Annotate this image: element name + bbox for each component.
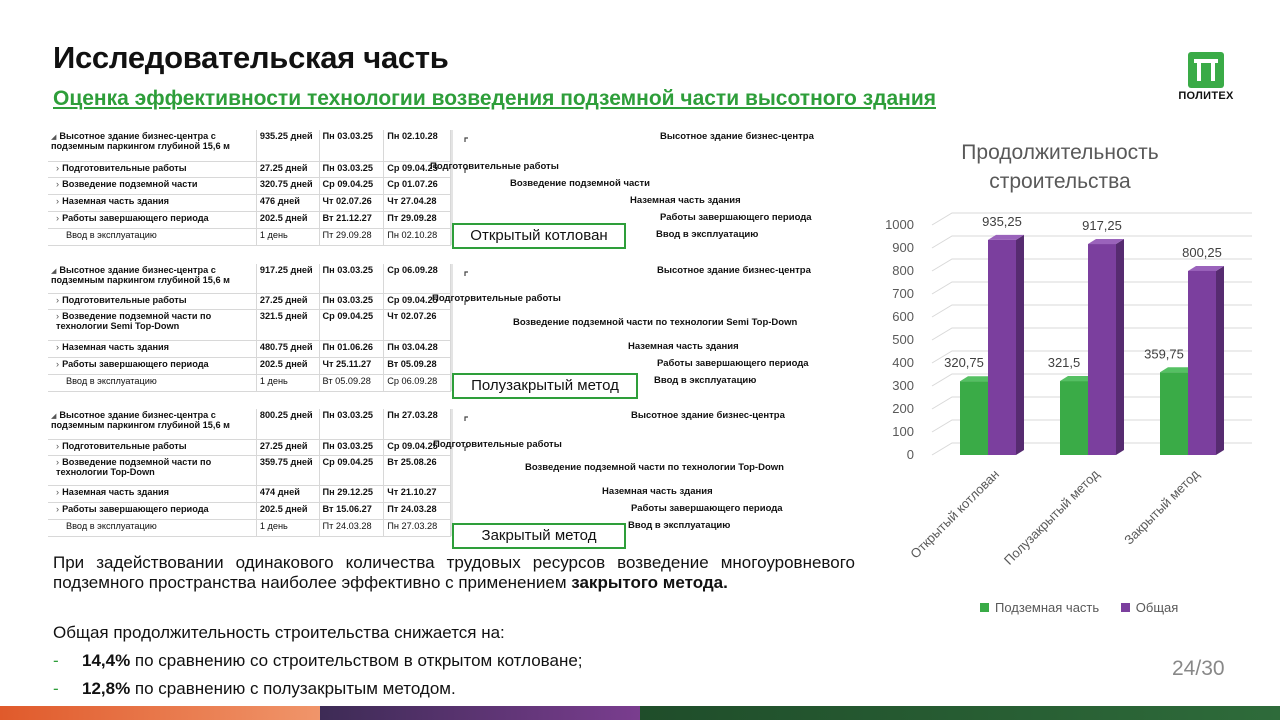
gantt-value: 474 дней: [259, 486, 300, 497]
gantt-timeline: [48, 264, 468, 395]
expand-icon[interactable]: ›: [56, 195, 60, 206]
bullet-item: [53, 651, 583, 671]
bullet-value: 12,8%: [82, 679, 131, 698]
gantt-bar-label: Возведение подземной части по технологии Top-Down: [525, 462, 784, 473]
gantt-value: Ввод в эксплуатацию: [66, 375, 157, 386]
gantt-bar-label: Работы завершающего периода: [660, 211, 812, 223]
y-tick-label: 600: [892, 309, 914, 324]
gantt-value: Пн 27.03.28: [387, 520, 438, 531]
gantt-value: Ср 09.04.25: [322, 310, 374, 321]
bullet-value: 14,4%: [82, 651, 131, 670]
logo-mark-icon: [1188, 52, 1224, 88]
gantt-bar-label: Наземная часть здания: [602, 485, 713, 497]
gantt-value: Возведение подземной части: [62, 178, 198, 189]
bar-total: [988, 240, 1016, 455]
gantt-bar-label: Высотное здание бизнес-центра: [657, 265, 811, 276]
gantt-value: Пн 02.10.28: [387, 131, 438, 141]
gantt-value: Пт 24.03.28: [322, 520, 372, 531]
expand-icon[interactable]: ›: [56, 456, 60, 467]
gantt-value: Пн 03.03.25: [322, 265, 373, 275]
gantt-value: Ср 09.04.25: [387, 162, 438, 173]
gantt-value: Подготовительные работы: [62, 162, 187, 173]
gantt-bar-label: Высотное здание бизнес-центра: [631, 410, 785, 421]
method-label-closed: Закрытый метод: [452, 523, 626, 549]
gantt-value: Работы завершающего периода: [62, 358, 209, 369]
slide-title: Исследовательская часть: [53, 40, 449, 75]
gantt-bar-label: Подготовительные работы: [430, 161, 559, 172]
bar-underground: [1160, 372, 1188, 455]
bar-underground: [960, 381, 988, 455]
gantt-bar-label: Ввод в эксплуатацию: [654, 374, 757, 386]
gantt-value: Пт 24.03.28: [387, 503, 437, 514]
gantt-value: 27.25 дней: [259, 162, 308, 173]
y-tick-label: 300: [892, 378, 914, 393]
bar-data-label: 320,75: [944, 355, 984, 371]
gantt-bar: [465, 417, 468, 421]
bar-data-label: 917,25: [1082, 218, 1122, 234]
gantt-value: Подготовительные работы: [62, 294, 187, 305]
gantt-value: Ср 06.09.28: [387, 375, 438, 386]
gantt-value: Ввод в эксплуатацию: [66, 520, 157, 531]
y-tick-label: 900: [892, 240, 914, 255]
legend-item-underground: [980, 600, 1099, 615]
gantt-bar-label: Ввод в эксплуатацию: [628, 519, 731, 531]
legend-swatch: [1121, 603, 1130, 612]
gantt-bar-label: Подготовительные работы: [433, 439, 562, 450]
gantt-timeline: [48, 409, 468, 540]
gantt-value: 27.25 дней: [259, 294, 308, 305]
y-tick-label: 700: [892, 286, 914, 301]
bar-total: [1088, 244, 1116, 455]
gantt-value: 202.5 дней: [259, 503, 308, 514]
gantt-timeline: [48, 130, 468, 249]
gantt-bar-label: Работы завершающего периода: [657, 357, 809, 369]
gantt-value: Пн 27.03.28: [387, 410, 438, 420]
gantt-value: Пн 03.03.25: [322, 440, 373, 451]
gantt-value: Наземная часть здания: [62, 486, 170, 497]
gantt-value: 359.75 дней: [259, 456, 313, 467]
bar-side: [1116, 239, 1124, 455]
gantt-value: Пт 29.09.28: [387, 212, 437, 223]
gantt-value: Ср 09.04.25: [322, 178, 374, 189]
expand-icon[interactable]: ›: [56, 503, 60, 514]
bar-data-label: 321,5: [1047, 355, 1081, 371]
method-label-semi-closed: Полузакрытый метод: [452, 373, 638, 399]
chart-legend: [980, 600, 1196, 615]
gantt-value: Вт 25.08.26: [387, 456, 437, 467]
gantt-value: Вт 21.12.27: [322, 212, 372, 223]
legend-item-total: [1121, 600, 1179, 615]
collapse-icon[interactable]: ◢: [51, 413, 57, 420]
expand-icon[interactable]: ›: [56, 162, 60, 173]
reduction-intro: Общая продолжительность строительства снижается на:: [53, 623, 505, 642]
logo-text: ПОЛИТЕХ: [1178, 90, 1234, 102]
gantt-value: 1 день: [259, 229, 288, 240]
expand-icon[interactable]: ›: [56, 310, 60, 321]
duration-chart: [870, 130, 1270, 630]
gantt-bar-label: Высотное здание бизнес-центра: [660, 131, 814, 142]
y-tick-label: 500: [892, 332, 914, 347]
expand-icon[interactable]: ›: [56, 358, 60, 369]
expand-icon[interactable]: ›: [56, 341, 60, 352]
gantt-value: 202.5 дней: [259, 212, 308, 223]
bar-side: [1216, 266, 1224, 455]
bottom-bar-orange: [0, 706, 320, 720]
gantt-bar-label: Подготовительные работы: [432, 293, 561, 304]
gantt-value: Пн 03.03.25: [322, 162, 373, 173]
conclusion-text: При задействовании одинакового количества трудовых ресурсов возведение многоуровневого подземного пространства наиболее эффективно с применением: [53, 553, 855, 592]
gantt-value: Возведение подземной части по технологии Top-Down: [56, 456, 212, 477]
gantt-value: Возведение подземной части по технологии Semi Top-Down: [56, 310, 212, 331]
gantt-value: Наземная часть здания: [62, 341, 170, 352]
expand-icon[interactable]: ›: [56, 178, 60, 189]
gantt-value: Пн 29.12.25: [322, 486, 373, 497]
x-category-label: Закрытый метод: [1121, 466, 1203, 548]
bullet-text: по сравнению с полузакрытым методом.: [130, 679, 456, 698]
bar-data-label: 935,25: [982, 213, 1022, 229]
gantt-value: 480.75 дней: [259, 341, 313, 352]
legend-label: Подземная часть: [995, 600, 1100, 615]
legend-label: Общая: [1135, 600, 1179, 615]
gantt-value: Вт 15.06.27: [322, 503, 372, 514]
y-tick-label: 200: [892, 401, 914, 416]
gantt-value: Чт 21.10.27: [387, 486, 437, 497]
gantt-value: Пт 29.09.28: [322, 229, 372, 240]
gantt-value: 321.5 дней: [259, 310, 308, 321]
bottom-bar-purple: [320, 706, 640, 720]
bar-side: [1016, 235, 1024, 455]
x-category-label: Открытый котлован: [907, 466, 1003, 562]
gantt-value: Вт 05.09.28: [322, 375, 371, 386]
y-tick-label: 400: [892, 355, 914, 370]
gantt-value: Подготовительные работы: [62, 440, 187, 451]
y-tick-label: 100: [892, 424, 914, 439]
gantt-value: 27.25 дней: [259, 440, 308, 451]
expand-icon[interactable]: ›: [56, 440, 60, 451]
bar-total: [1188, 271, 1216, 455]
gantt-value: 935.25 дней: [259, 131, 313, 141]
gantt-value: 320.75 дней: [259, 178, 313, 189]
gantt-value: Пн 03.04.28: [387, 341, 438, 352]
gantt-value: Высотное здание бизнес-центра с подземным паркингом глубиной 15,6 м: [51, 131, 230, 151]
chart-plot: [870, 130, 1270, 600]
gantt-value: 1 день: [259, 375, 288, 386]
politekh-logo: [1176, 50, 1242, 106]
expand-icon[interactable]: ›: [56, 212, 60, 223]
gantt-value: Пн 03.03.25: [322, 131, 373, 141]
bullet-dash: -: [53, 679, 59, 698]
gantt-value: Чт 02.07.26: [387, 310, 437, 321]
gantt-value: 917.25 дней: [259, 265, 313, 275]
expand-icon[interactable]: ›: [56, 486, 60, 497]
y-tick-label: 1000: [885, 217, 914, 232]
gantt-bar-label: Возведение подземной части по технологии Semi Top-Down: [513, 316, 798, 328]
expand-icon[interactable]: ›: [56, 294, 60, 305]
x-category-label: Полузакрытый метод: [1000, 466, 1103, 568]
gantt-value: Работы завершающего периода: [62, 212, 209, 223]
collapse-icon[interactable]: ◢: [51, 268, 57, 275]
gantt-value: Чт 25.11.27: [322, 358, 372, 369]
gantt-value: Ввод в эксплуатацию: [66, 229, 157, 240]
gantt-value: 476 дней: [259, 195, 300, 206]
y-tick-label: 0: [906, 447, 914, 462]
gantt-value: Пн 03.03.25: [322, 294, 373, 305]
gantt-bar-label: Работы завершающего периода: [631, 502, 783, 514]
gantt-value: Чт 27.04.28: [387, 195, 437, 206]
gantt-value: Ср 09.04.25: [387, 440, 438, 451]
legend-swatch: [980, 603, 989, 612]
conclusion-bold: закрытого метода.: [571, 573, 728, 592]
gantt-value: Ср 01.07.26: [387, 178, 438, 189]
page-number: 24/30: [1172, 657, 1225, 680]
gantt-value: Пн 03.03.25: [322, 410, 373, 420]
bar-data-label: 359,75: [1144, 346, 1184, 362]
chart-title-text: Продолжительность строительства: [961, 141, 1159, 193]
gantt-value: Пн 01.06.26: [322, 341, 373, 352]
bullet-text: по сравнению со строительством в открытом котловане;: [130, 651, 583, 670]
gantt-value: Ср 09.04.25: [387, 294, 438, 305]
bar-data-label: 800,25: [1182, 244, 1222, 260]
gantt-value: Высотное здание бизнес-центра с подземным паркингом глубиной 15,6 м: [51, 410, 230, 430]
slide-subtitle[interactable]: Оценка эффективности технологии возведения подземной части высотного здания: [53, 87, 937, 110]
gantt-value: Вт 05.09.28: [387, 358, 437, 369]
gantt-bar-label: Наземная часть здания: [628, 340, 739, 352]
bullet-item: [53, 679, 456, 699]
bottom-bar-green: [640, 706, 1280, 720]
collapse-icon[interactable]: ◢: [51, 134, 57, 141]
gantt-bar: [465, 138, 468, 142]
gantt-value: Ср 09.04.25: [322, 456, 374, 467]
gantt-bar-label: Ввод в эксплуатацию: [656, 228, 759, 240]
conclusion-paragraph: [53, 553, 855, 593]
gantt-value: 202.5 дней: [259, 358, 308, 369]
method-label-open-pit: Открытый котлован: [452, 223, 626, 249]
gantt-value: Ср 06.09.28: [387, 265, 438, 275]
gantt-value: Пн 02.10.28: [387, 229, 438, 240]
gantt-bar: [465, 272, 468, 276]
gantt-bar-label: Возведение подземной части: [510, 177, 651, 189]
y-tick-label: 800: [892, 263, 914, 278]
gantt-bar-label: Наземная часть здания: [630, 194, 741, 206]
gantt-value: Наземная часть здания: [62, 195, 170, 206]
gantt-value: Работы завершающего периода: [62, 503, 209, 514]
bar-underground: [1060, 381, 1088, 455]
gantt-value: Чт 02.07.26: [322, 195, 372, 206]
bullet-dash: -: [53, 651, 59, 670]
bottom-decor-bar: [0, 706, 1280, 720]
gantt-value: 1 день: [259, 520, 288, 531]
gantt-value: Высотное здание бизнес-центра с подземным паркингом глубиной 15,6 м: [51, 265, 230, 285]
gantt-value: 800.25 дней: [259, 410, 313, 420]
